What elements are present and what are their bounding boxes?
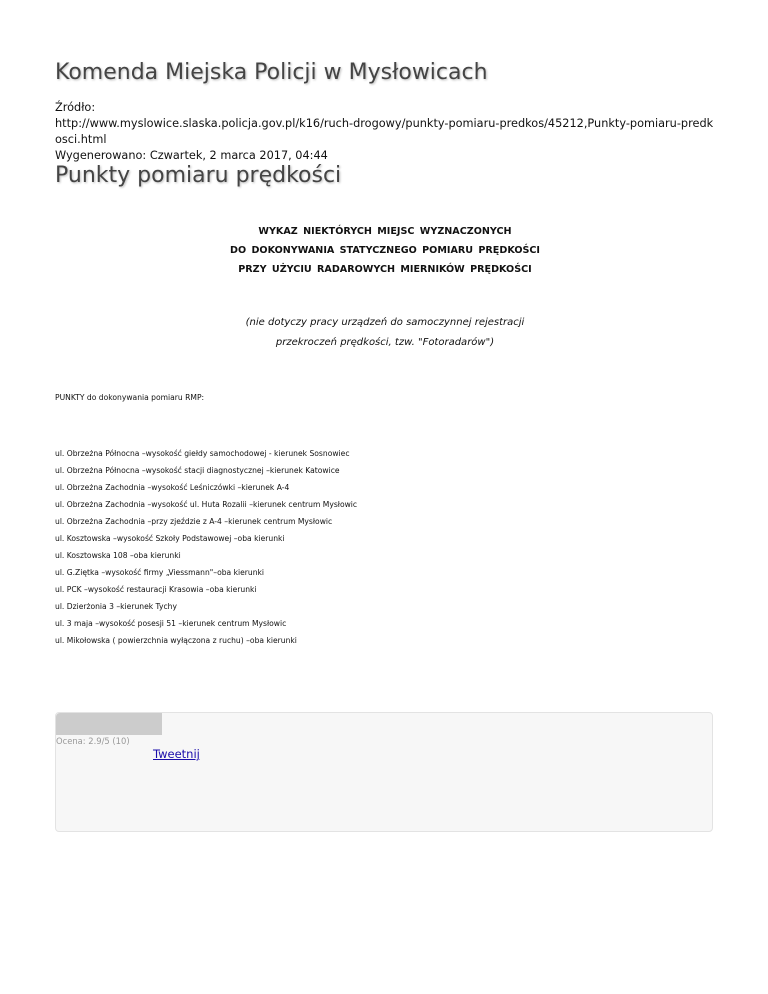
- tweet-link[interactable]: Tweetnij: [153, 747, 200, 761]
- list-item: ul. Obrzeżna Północna –wysokość stacji diagnostycznej –kierunek Katowice: [55, 466, 340, 475]
- note-line: przekroczeń prędkości, tzw. "Fotoradarów"): [275, 337, 495, 348]
- article-title: Punkty pomiaru prędkości: [55, 163, 342, 188]
- list-item: ul. Dzierżonia 3 –kierunek Tychy: [55, 602, 177, 611]
- rating-bar[interactable]: [56, 713, 162, 735]
- list-item: ul. 3 maja –wysokość posesji 51 –kierunek centrum Mysłowic: [55, 619, 287, 628]
- list-item: ul. Obrzeżna Zachodnia –przy zjeździe z A-4 –kierunek centrum Mysłowic: [55, 517, 333, 526]
- note: [55, 313, 715, 353]
- note-line: (nie dotyczy pracy urządzeń do samoczynnej rejestracji: [245, 317, 525, 328]
- rating-box: [55, 712, 713, 832]
- site-title: Komenda Miejska Policji w Mysłowicach: [55, 60, 488, 85]
- heading-line: DO DOKONYWANIA STATYCZNEGO POMIARU PRĘDKOŚCI: [230, 245, 540, 256]
- heading-line: WYKAZ NIEKTÓRYCH MIEJSC WYZNACZONYCH: [258, 226, 512, 237]
- list-item: ul. Obrzeżna Północna –wysokość giełdy samochodowej - kierunek Sosnowiec: [55, 449, 350, 458]
- list-item: ul. Obrzeżna Zachodnia –wysokość Leśniczówki –kierunek A-4: [55, 483, 290, 492]
- list-item: ul. Mikołowska ( powierzchnia wyłączona z ruchu) –oba kierunki: [55, 636, 297, 645]
- source-info: [55, 100, 715, 164]
- rating-text: Ocena: 2.9/5 (10): [56, 736, 130, 746]
- list-item: ul. Kosztowska 108 –oba kierunki: [55, 551, 181, 560]
- heading-line: PRZY UŻYCIU RADAROWYCH MIERNIKÓW PRĘDKOŚCI: [238, 264, 532, 275]
- list-item: ul. PCK –wysokość restauracji Krasowia –oba kierunki: [55, 585, 257, 594]
- source-url: http://www.myslowice.slaska.policja.gov.pl/k16/ruch-drogowy/punkty-pomiaru-predkos/45212,Punkty-pomiaru-predkosci.html: [55, 117, 714, 146]
- points-label: PUNKTY do dokonywania pomiaru RMP:: [55, 393, 205, 402]
- source-label: Źródło:: [55, 101, 96, 114]
- points-list: [55, 449, 357, 653]
- list-heading: [55, 222, 715, 279]
- generated-date: Wygenerowano: Czwartek, 2 marca 2017, 04:44: [55, 149, 328, 162]
- list-item: ul. G.Ziętka –wysokość firmy „Viessmann"–oba kierunki: [55, 568, 265, 577]
- list-item: ul. Obrzeżna Zachodnia –wysokość ul. Huta Rozalii –kierunek centrum Mysłowic: [55, 500, 358, 509]
- list-item: ul. Kosztowska –wysokość Szkoły Podstawowej –oba kierunki: [55, 534, 285, 543]
